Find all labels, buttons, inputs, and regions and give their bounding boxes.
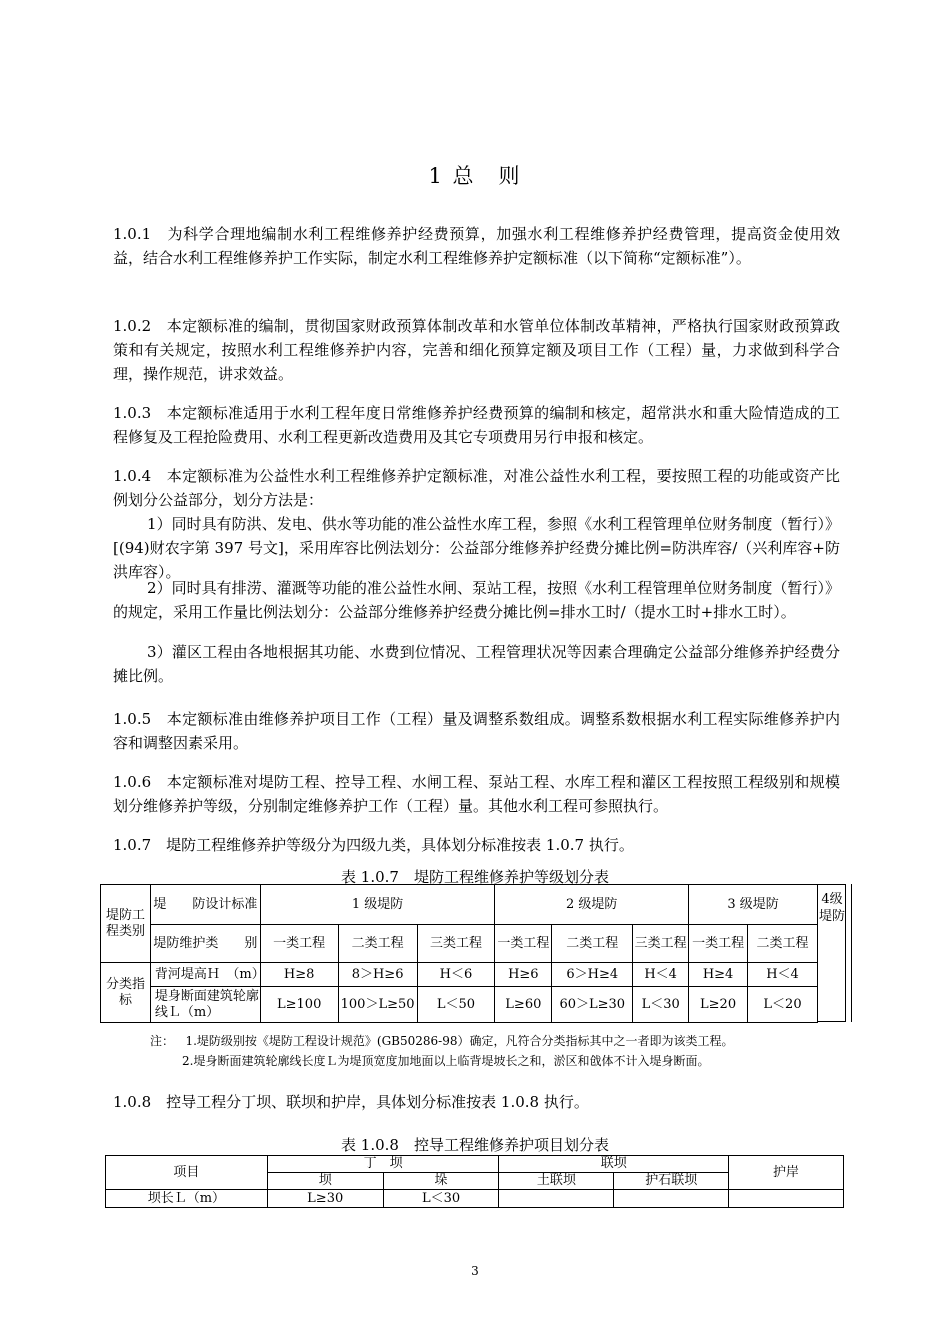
note-1: 1.堤防级别按《堤防工程设计规范》(GB50286-98）确定，凡符合分类指标其中之一者即为该类工程。 [185,1034,734,1048]
row-label: 背河堤高Ｈ （m） [150,963,260,987]
class-header: 二类工程 [748,925,818,963]
class-header: 一类工程 [260,925,338,963]
table-cell: L≥20 [689,987,748,1023]
row-label: 堤身断面建筑轮廓线Ｌ（m） [150,987,260,1023]
chapter-title: 1 总 则 [428,164,522,188]
tu-lianba-header: 土联坝 [499,1173,614,1190]
table-cell: L≥60 [495,987,552,1023]
clause-1-0-6: 1.0.6 本定额标准对堤防工程、控导工程、水闸工程、泵站工程、水库工程和灌区工程按照工程级别和规模划分维修养护等级，分别制定维修养护工作（工程）量。其他水利工程可参照执行。 [113,773,840,815]
table-cell: L＜30 [633,987,689,1023]
table-corner-top: 堤 防设计标准 [150,885,260,925]
level-3-header: 3 级堤防 [689,885,818,925]
class-header: 一类工程 [495,925,552,963]
table-cell: L≥100 [260,987,338,1023]
level-1-header: 1 级堤防 [260,885,495,925]
table-1-0-8-caption: 表 1.0.8 控导工程维修养护项目划分表 [341,1136,609,1154]
table-cell: H＜6 [417,963,495,987]
table-cell: L≥30 [267,1190,383,1208]
table-cell: H＜4 [633,963,689,987]
lianba-header: 联坝 [499,1156,729,1173]
note-2: 2.堤身断面建筑轮廓线长度Ｌ为堤顶宽度加地面以上临背堤坡长之和，淤区和戗体不计入堤身断面。 [182,1054,710,1068]
table-cell: H≥8 [260,963,338,987]
hu-an-header: 护岸 [729,1156,844,1190]
clause-1-0-4-item-2: 2）同时具有排涝、灌溉等功能的准公益性水闸、泵站工程，按照《水利工程管理单位财务制度（暂行）》的规定，采用工作量比例法划分：公益部分维修养护经费分摊比例=排水工时/（提水工时+排水工时）。 [113,579,840,621]
table-cell [614,1190,729,1208]
table-cell: H＜4 [748,963,818,987]
item-header: 项目 [106,1156,268,1190]
table-cell: 8＞H≥6 [338,963,417,987]
table-1-0-8 [105,1155,844,1208]
table-cell: H≥4 [689,963,748,987]
class-header: 一类工程 [689,925,748,963]
table-cell: 100＞L≥50 [338,987,417,1023]
table-cell [499,1190,614,1208]
page-number: 3 [471,1264,479,1278]
clause-1-0-2: 1.0.2 本定额标准的编制，贯彻国家财政预算体制改革和水管单位体制改革精神，严格执行国家财政预算政策和有关规定，按照水利工程维修养护内容，完善和细化预算定额及项目工作（工程）量，力求做到科学合理，操作规范，讲求效益。 [113,317,840,383]
index-label: 分类指标 [101,963,151,1023]
shi-lianba-header: 护石联坝 [614,1173,729,1190]
level-4-header: 4级堤防 [818,892,845,924]
class-header: 二类工程 [338,925,417,963]
clause-1-0-3: 1.0.3 本定额标准适用于水利工程年度日常维修养护经费预算的编制和核定，超常洪水和重大险情造成的工程修复及工程抢险费用、水利工程更新改造费用及其它专项费用另行申报和核定。 [113,404,840,446]
duo-header: 垛 [383,1173,499,1190]
ba-header: 坝 [267,1173,383,1190]
table-1-0-7-caption: 表 1.0.7 堤防工程维修养护等级划分表 [341,868,609,886]
class-header: 三类工程 [417,925,495,963]
clause-1-0-4-item-1: 1）同时具有防洪、发电、供水等功能的准公益性水库工程，参照《水利工程管理单位财务制度（暂行）》[(94)财农字第 397 号文]，采用库容比例法划分：公益部分维修养护经费分摊比例=防洪库容/（兴利库容+防洪库容）。 [113,515,840,581]
clause-1-0-7: 1.0.7 堤防工程维修养护等级分为四级九类，具体划分标准按表 1.0.7 执行。 [113,836,634,854]
clause-1-0-4: 1.0.4 本定额标准为公益性水利工程维修养护定额标准，对准公益性水利工程，要按照工程的功能或资产比例划分公益部分，划分方法是： [113,467,840,509]
table-1-0-7 [100,884,818,1023]
table-cell: L＜20 [748,987,818,1023]
table-corner-left: 堤防工程类别 [101,885,151,963]
table-cell: 60＞L≥30 [552,987,633,1023]
table-cell: L＜50 [417,987,495,1023]
dingba-header: 丁 坝 [267,1156,499,1173]
table-cell: 6＞H≥4 [552,963,633,987]
clause-1-0-1: 1.0.1 为科学合理地编制水利工程维修养护经费预算，加强水利工程维修养护经费管理，提高资金使用效益，结合水利工程维修养护工作实际，制定水利工程维修养护定额标准（以下简称“定额标准”）。 [113,225,840,267]
table-right-rule [851,884,852,1022]
table-cell: L＜30 [383,1190,499,1208]
clause-1-0-4-item-3: 3）灌区工程由各地根据其功能、水费到位情况、工程管理状况等因素合理确定公益部分维修养护经费分摊比例。 [113,643,840,685]
row-label: 坝长Ｌ（m） [106,1190,268,1208]
class-header: 三类工程 [633,925,689,963]
table-corner-bottom: 堤防维护类 别 [150,925,260,963]
table-notes [150,1031,850,1071]
clause-1-0-5: 1.0.5 本定额标准由维修养护项目工作（工程）量及调整系数组成。调整系数根据水利工程实际维修养护内容和调整因素采用。 [113,710,840,752]
table-cell: H≥6 [495,963,552,987]
clause-1-0-8: 1.0.8 控导工程分丁坝、联坝和护岸，具体划分标准按表 1.0.8 执行。 [113,1093,589,1111]
level-4-column [818,884,846,1022]
note-prefix: 注： [150,1034,175,1048]
level-2-header: 2 级堤防 [495,885,689,925]
class-header: 二类工程 [552,925,633,963]
table-cell [729,1190,844,1208]
